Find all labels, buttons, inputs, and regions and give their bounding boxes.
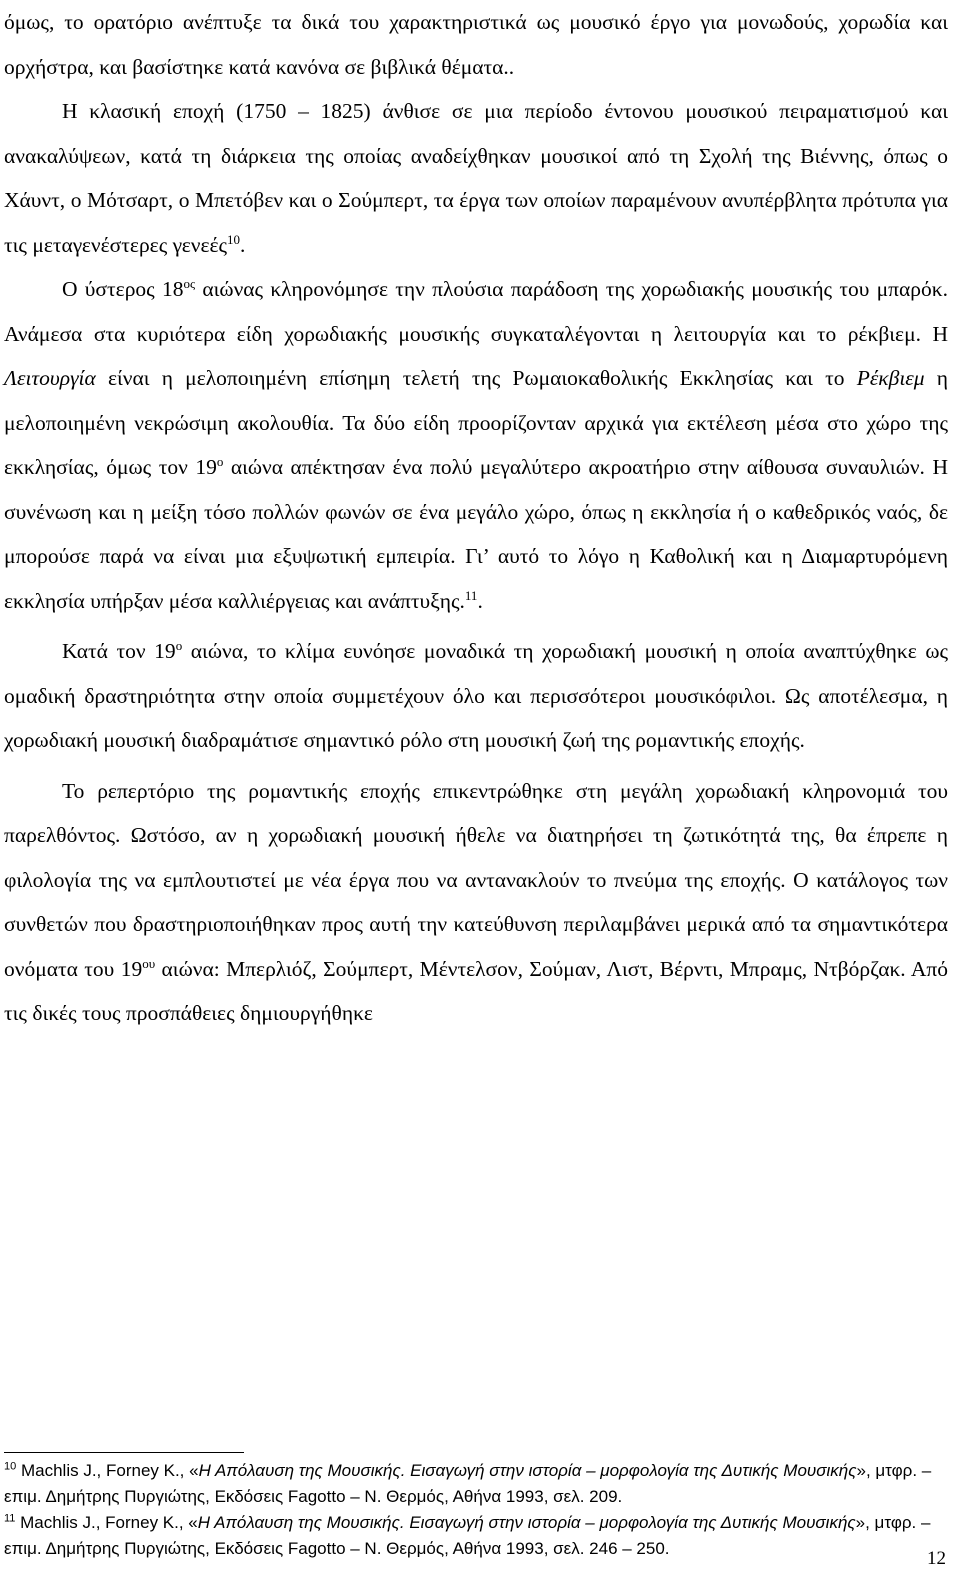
- footnotes: [4, 1458, 940, 1562]
- paragraph-3-text-c: είναι η μελοποιημένη επίσημη τελετή της Ρωμαιοκαθολικής Εκκλησίας και το: [95, 366, 857, 390]
- paragraph-3-text-e: αιώνα απέκτησαν ένα πολύ μεγαλύτερο ακροατήριο στην αίθουσα συναυλιών. Η συνένωση και η μείξη τόσο πολλών φωνών σε ένα μεγάλο χώρο, όπως η εκκλησία ή ο καθεδρικός ναός, δε μπορούσε παρά να είναι μια εξυψωτική εμπειρία. Γι’ αυτό το λόγο η Καθολική και η Διαμαρτυρόμενη εκκλησία υπήρξαν μέσα καλλιέργειας και ανάπτυξης.: [4, 455, 948, 613]
- page-number: 12: [927, 1548, 946, 1569]
- footnote-10: [4, 1458, 940, 1510]
- paragraph-3-text-a: Ο ύστερος 18: [62, 277, 184, 301]
- paragraph-3-end: .: [477, 588, 483, 613]
- footnote-number: 10: [4, 1460, 17, 1473]
- body-text: [4, 0, 948, 1036]
- paragraph-3-text-b: αιώνας κληρονόμησε την πλούσια παράδοση της χορωδιακής μουσικής του μπαρόκ. Ανάμεσα στα κυριότερα είδη χορωδιακής μουσικής συγκαταλέγονται η λειτουργία και το ρέκβιεμ. Η: [4, 277, 948, 346]
- italic-term-liturgy: Λειτουργία: [4, 366, 96, 390]
- paragraph-5: [4, 769, 948, 1036]
- footnote-number: 11: [4, 1512, 16, 1525]
- footnote-ref-11[interactable]: 11: [464, 587, 478, 603]
- footnote-11: [4, 1510, 940, 1562]
- paragraph-3: [4, 267, 948, 623]
- paragraph-2: [4, 89, 948, 267]
- paragraph-4-text-b: αιώνα, το κλίμα ευνόησε μοναδικά τη χορωδιακή μουσική η οποία αναπτύχθηκε ως ομαδική δραστηριότητα στην οποία συμμετέχουν όλο και περισσότεροι μουσικόφιλοι. Ως αποτέλεσμα, η χορωδιακή μουσική διαδραμάτισε σημαντικό ρόλο στη μουσική ζωή της ρομαντικής εποχής.: [4, 639, 948, 752]
- paragraph-3-text-d: η μελοποιημένη νεκρώσιμη ακολουθία. Τα δύο είδη προορίζονταν αρχικά για εκτέλεση μέσα στο χώρο της εκκλησίας, όμως τον 19: [4, 366, 948, 479]
- paragraph-4: [4, 629, 948, 763]
- paragraph-2-text: Η κλασική εποχή (1750 – 1825) άνθισε σε μια περίοδο έντονου μουσικού πειραματισμού και ανακαλύψεων, κατά τη διάρκεια της οποίας αναδείχθηκαν μουσικοί από τη Σχολή της Βιέννης, όπως ο Χάυντ, ο Μότσαρτ, ο Μπετόβεν και ο Σούμπερτ, τα έργα των οποίων παραμένουν ανυπέρβλητα πρότυπα για τις μεταγενέστερες γενεές: [4, 99, 948, 257]
- footnote-book-title: Η Απόλαυση της Μουσικής. Εισαγωγή στην ιστορία – μορφολογία της Δυτικής Μουσικής: [197, 1513, 856, 1532]
- footnote-authors: Machlis J., Forney K., «: [15, 1513, 198, 1532]
- footnote-details: », μτφρ. – επιμ. Δημήτρης Πυργιώτης, Εκδόσεις Fagotto – Ν. Θερμός, Αθήνα 1993, σελ. 209.: [4, 1461, 932, 1506]
- footnote-ref-10[interactable]: 10: [227, 231, 241, 247]
- footnote-authors: Machlis J., Forney K., «: [16, 1461, 199, 1480]
- paragraph-1-text: όμως, το ορατόριο ανέπτυξε τα δικά του χαρακτηριστικά ως μουσικό έργο για μονωδούς, χορωδία και ορχήστρα, και βασίστηκε κατά κανόνα σε βιβλικά θέματα..: [4, 10, 948, 79]
- italic-term-requiem: Ρέκβιεμ: [856, 366, 925, 390]
- paragraph-5-text-a: Το ρεπερτόριο της ρομαντικής εποχής επικεντρώθηκε στη μεγάλη χορωδιακή κληρονομιά του παρελθόντος. Ωστόσο, αν η χορωδιακή μουσική ήθελε να διατηρήσει τη ζωτικότητά της, θα έπρεπε η φιλολογία της να εμπλουτιστεί με νέα έργα που να αντανακλούν το πνεύμα της εποχής. Ο κατάλογος των συνθετών που δραστηριοποιήθηκαν προς αυτή την κατεύθυνση περιλαμβάνει μερικά από τα σημαντικότερα ονόματα του 19: [4, 778, 948, 981]
- ordinal-suffix: ος: [183, 275, 196, 291]
- ordinal-suffix: ου: [142, 955, 156, 971]
- ordinal-suffix: ο: [216, 453, 224, 469]
- footnote-book-title: Η Απόλαυση της Μουσικής. Εισαγωγή στην ιστορία – μορφολογία της Δυτικής Μουσικής: [198, 1461, 857, 1480]
- paragraph-1: [4, 0, 948, 89]
- ordinal-suffix: ο: [175, 637, 183, 653]
- paragraph-2-end: .: [240, 232, 246, 257]
- footnote-details: », μτφρ. – επιμ. Δημήτρης Πυργιώτης, Εκδόσεις Fagotto – Ν. Θερμός, Αθήνα 1993, σελ. 246 – 250.: [4, 1513, 931, 1558]
- paragraph-4-text-a: Κατά τον 19: [62, 639, 176, 663]
- paragraph-5-text-b: αιώνα: Μπερλιόζ, Σούμπερτ, Μέντελσον, Σούμαν, Λιστ, Βέρντι, Μπραμς, Ντβόρζακ. Από τις δικές τους προσπάθειες δημιουργήθηκε: [4, 956, 948, 1025]
- footnote-separator: [4, 1452, 244, 1453]
